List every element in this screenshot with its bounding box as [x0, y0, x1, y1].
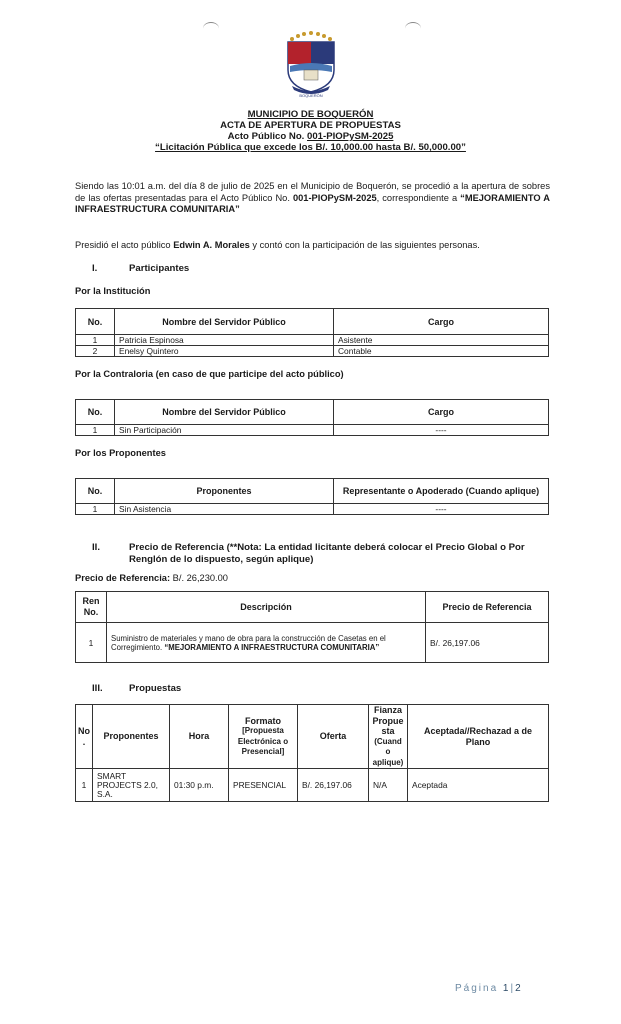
table-row	[76, 346, 549, 357]
fianza-subtitle: (Cuand o aplique)	[372, 736, 404, 767]
presided-text-2: y contó con la participación de las siguientes personas.	[249, 240, 480, 250]
col-role: Cargo	[334, 400, 549, 425]
table-row	[76, 425, 549, 436]
table-row	[76, 769, 549, 802]
description-project: “MEJORAMIENTO A INFRAESTRUCTURA COMUNITARIA”	[164, 642, 380, 652]
cell-no: 1	[76, 769, 93, 802]
cell-role: ----	[334, 425, 549, 436]
act-number	[0, 131, 621, 142]
cell-ren-no: 1	[76, 623, 107, 663]
document-title: ACTA DE APERTURA DE PROPUESTAS	[220, 120, 401, 131]
page-current: 1	[502, 983, 511, 994]
seal-caption: BOQUERÓN	[299, 93, 323, 98]
proponentes-label: Por los Proponentes	[75, 448, 166, 458]
cell-description	[107, 623, 426, 663]
cell-fianza: N/A	[369, 769, 408, 802]
cell-hora: 01:30 p.m.	[170, 769, 229, 802]
page-separator: |	[510, 983, 516, 994]
page-label: Página	[455, 983, 499, 994]
act-number-code: 001-PIOPySM-2025	[307, 131, 394, 142]
municipality-title: MUNICIPIO DE BOQUERÓN	[247, 109, 374, 120]
tender-type: “Licitación Pública que excede los B/. 10,000.00 hasta B/. 50,000.00”	[155, 142, 466, 153]
col-ren-no: Ren No.	[76, 592, 107, 623]
reference-price-line	[75, 573, 228, 583]
table-row	[76, 504, 549, 515]
section-2-title: Precio de Referencia (**Nota: La entidad licitante deberá colocar el Precio Global o Por Renglón de lo dispuesto, según aplique)	[129, 542, 525, 565]
cell-oferta: B/. 26,197.06	[298, 769, 369, 802]
cell-proponente: SMART PROJECTS 2.0, S.A.	[93, 769, 170, 802]
cell-name: Patricia Espinosa	[115, 335, 334, 346]
institution-label: Por la Institución	[75, 286, 151, 296]
col-no: No.	[76, 309, 115, 335]
cell-no: 1	[76, 425, 115, 436]
cell-no: 1	[76, 504, 115, 515]
col-proponentes: Proponentes	[93, 705, 170, 769]
cell-no: 1	[76, 335, 115, 346]
cell-role: Asistente	[334, 335, 549, 346]
reference-price-value: B/. 26,230.00	[172, 573, 228, 583]
contraloria-table	[75, 399, 549, 436]
page-number	[455, 983, 523, 994]
section-1-number: I.	[92, 263, 98, 274]
section-3-title: Propuestas	[129, 683, 182, 694]
intro-paragraph	[75, 181, 550, 216]
col-name: Nombre del Servidor Público	[115, 309, 334, 335]
cell-role: Contable	[334, 346, 549, 357]
col-no: No .	[76, 705, 93, 769]
col-no: No.	[76, 479, 115, 504]
col-proponentes: Proponentes	[115, 479, 334, 504]
institution-table	[75, 308, 549, 357]
formato-subtitle: [Propuesta Electrónica o Presencial]	[237, 726, 289, 756]
col-aceptada: Aceptada//Rechazad a de Plano	[408, 705, 549, 769]
col-reference-price: Precio de Referencia	[426, 592, 549, 623]
presided-text-1: Presidió el acto público	[75, 240, 174, 250]
cell-name: Sin Participación	[115, 425, 334, 436]
section-2-number: II.	[92, 542, 100, 553]
cell-reference-price: B/. 26,197.06	[426, 623, 549, 663]
col-fianza	[369, 705, 408, 769]
col-name: Nombre del Servidor Público	[115, 400, 334, 425]
cell-estado: Aceptada	[408, 769, 549, 802]
cell-name: Enelsy Quintero	[115, 346, 334, 357]
section-1-title: Participantes	[129, 263, 190, 274]
table-row	[76, 623, 549, 663]
cell-no: 2	[76, 346, 115, 357]
col-description: Descripción	[107, 592, 426, 623]
col-oferta: Oferta	[298, 705, 369, 769]
cell-name: Sin Asistencia	[115, 504, 334, 515]
intro-code: 001-PIOPySM-2025	[292, 192, 377, 203]
intro-text-2: , correspondiente a	[376, 192, 461, 203]
col-role: Cargo	[334, 309, 549, 335]
act-number-prefix: Acto Público No.	[227, 131, 308, 142]
punch-hole-right	[405, 22, 421, 35]
section-3-number: III.	[92, 683, 103, 694]
reference-price-table	[75, 591, 549, 663]
col-no: No.	[76, 400, 115, 425]
contraloria-label: Por la Contraloria (en caso de que participe del acto público)	[75, 369, 344, 379]
col-formato	[229, 705, 298, 769]
municipal-seal-icon	[282, 30, 340, 100]
presided-paragraph	[75, 240, 550, 252]
reference-price-label: Precio de Referencia:	[75, 573, 171, 583]
page-total: 2	[515, 983, 523, 994]
table-row	[76, 335, 549, 346]
description-text: Suministro de materiales y mano de obra para la construcción de Casetas en el Corregimiento.	[111, 633, 386, 652]
col-representative: Representante o Apoderado (Cuando aplique)	[334, 479, 549, 504]
intro-project: “MEJORAMIENTO A INFRAESTRUCTURA COMUNITARIA”	[75, 192, 550, 214]
proposals-table	[75, 704, 549, 802]
proponentes-table	[75, 478, 549, 515]
punch-hole-left	[203, 22, 219, 35]
intro-text-1: Siendo las 10:01 a.m. del día 8 de julio de 2025 en el Municipio de Boquerón, se procedió a la apertura de sobres de las ofertas presentadas para el Acto Público No.	[75, 181, 550, 203]
col-hora: Hora	[170, 705, 229, 769]
fianza-title: Fianza Propue sta	[372, 705, 404, 736]
cell-role: ----	[334, 504, 549, 515]
formato-title: Formato	[245, 715, 281, 726]
presided-name: Edwin A. Morales	[173, 240, 250, 250]
cell-formato: PRESENCIAL	[229, 769, 298, 802]
